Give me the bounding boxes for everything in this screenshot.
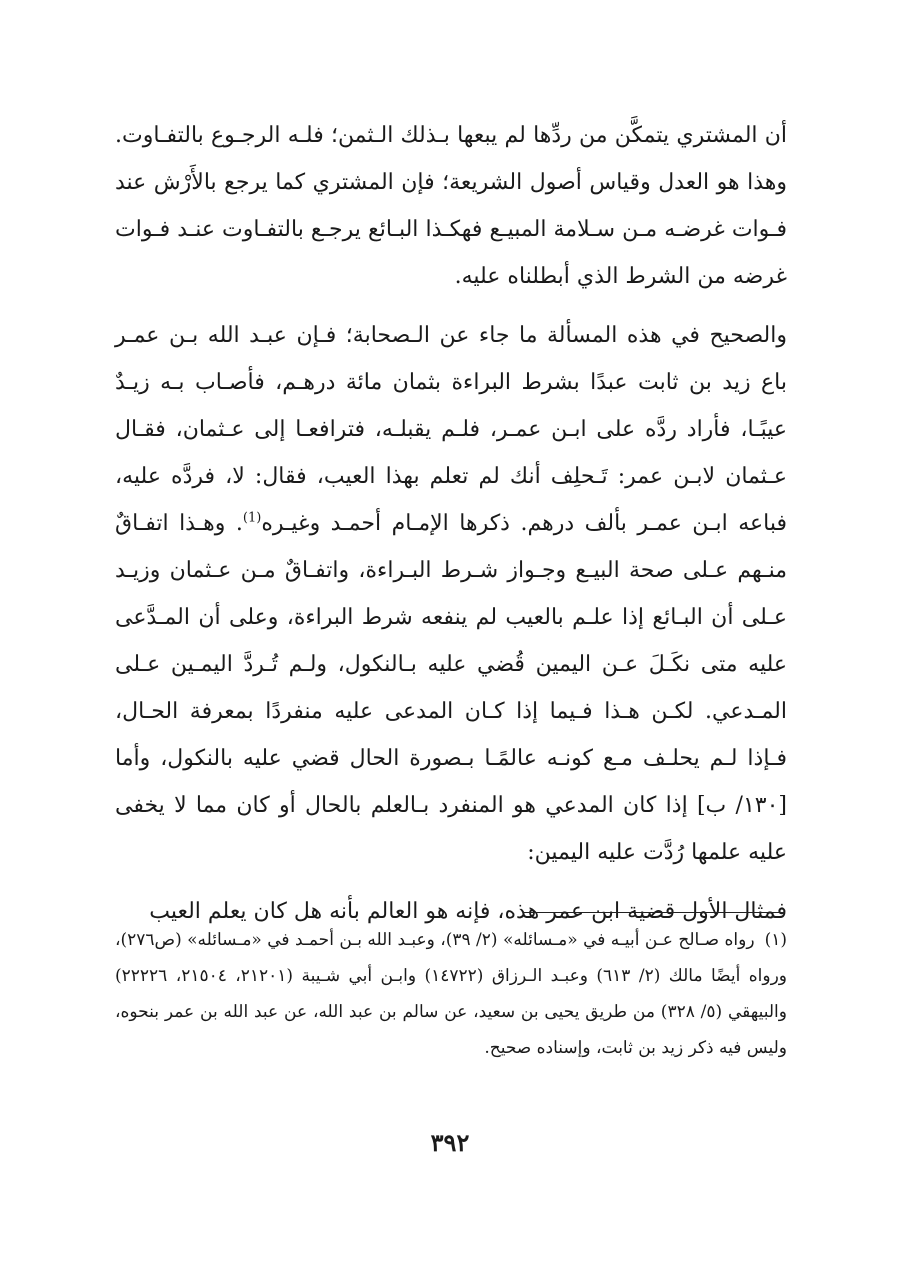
paragraph-3: فمثال الأول قضية ابن عمر هذه، فإنه هو العالم بأنه هل كان يعلم العيب [149, 899, 787, 924]
footnote-divider [523, 912, 785, 913]
footnote-number: (١) [764, 930, 787, 950]
footnote-text: رواه صـالح عـن أبيـه في «مـسائله» (٢/ ٣٩)، وعبـد الله بـن أحمـد في «مـسائله» (ص٢٧٦)، ورواه أيضًا مالك (٢/ ٦١٣) وعبـد الـرزاق (١٤٧٢٢) وابـن أبي شـيبة (٢١٢٠١، ٢١٥٠٤، ٢٢٢٢٦) والبيهقي (٥/ ٣٢٨) من طريق يحيى بن سعيد، عن سالم بن عبد الله، عن عبد الله بن عمر بنحوه، وليس فيه ذكر زيد بن ثابت، وإسناده صحيح. [115, 930, 788, 1058]
paragraph-2 [115, 312, 787, 876]
paragraph-1: أن المشتري يتمكَّن من ردِّها لم يبعها بـذلك الـثمن؛ فلـه الرجـوع بالتفـاوت. وهذا هو العدل وقياس أصول الشريعة؛ فإن المشتري كما يرجع بالأَرْش عند فـوات غرضـه مـن سـلامة المبيـع فهكـذا البـائع يرجـع بالتفـاوت عنـد فـوات غرضه من الشرط الذي أبطلناه عليه. [115, 123, 787, 289]
footnote-1 [115, 922, 787, 1066]
paragraph-2-text-a: والصحيح في هذه المسألة ما جاء عن الـصحابة؛ فـإن عبـد الله بـن عمـر باع زيد بن ثابت عبدًا بشرط البراءة بثمان مائة درهـم، فأصـاب بـه زيـدٌ عيبًـا، فأراد ردَّه على ابـن عمـر، فلـم يقبلـه، فترافعـا إلى عـثمان، فقـال عـثمان لابـن عمر: تَـحلِف أنك لم تعلم بهذا العيب، فقال: لا، فردَّه عليه، فباعه ابـن عمـر بألف درهم. ذكرها الإمـام أحمـد وغيـره [115, 323, 787, 536]
paragraph-2-text-b: . وهـذا اتفـاقٌ منـهم عـلى صحة البيـع وجـواز شـرط البـراءة، واتفـاقٌ مـن عـثمان وزيـد عـلى أن البـائع إذا علـم بالعيب لم ينفعه شرط البراءة، وعلى أن المـدَّعى عليه متى نكَـلَ عـن اليمين قُضي عليه بـالنكول، ولـم تُـردَّ اليمـين عـلى المـدعي. لكـن هـذا فـيما إذا كـان المدعى عليه منفردًا بمعرفة الحـال، فـإذا لـم يحلـف مـع كونـه عالمًـا بـصورة الحال قضي عليه بالنكول، وأما [١٣٠/ ب] إذا كان المدعي هو المنفرد بـالعلم بالحال أو كان مما لا يخفى عليه علمها رُدَّت عليه اليمين: [115, 511, 787, 865]
page-number: ٣٩٢ [430, 1128, 470, 1157]
footnotes [115, 922, 787, 1066]
footnote-reference[interactable]: (1) [242, 510, 262, 526]
main-text [115, 112, 787, 935]
